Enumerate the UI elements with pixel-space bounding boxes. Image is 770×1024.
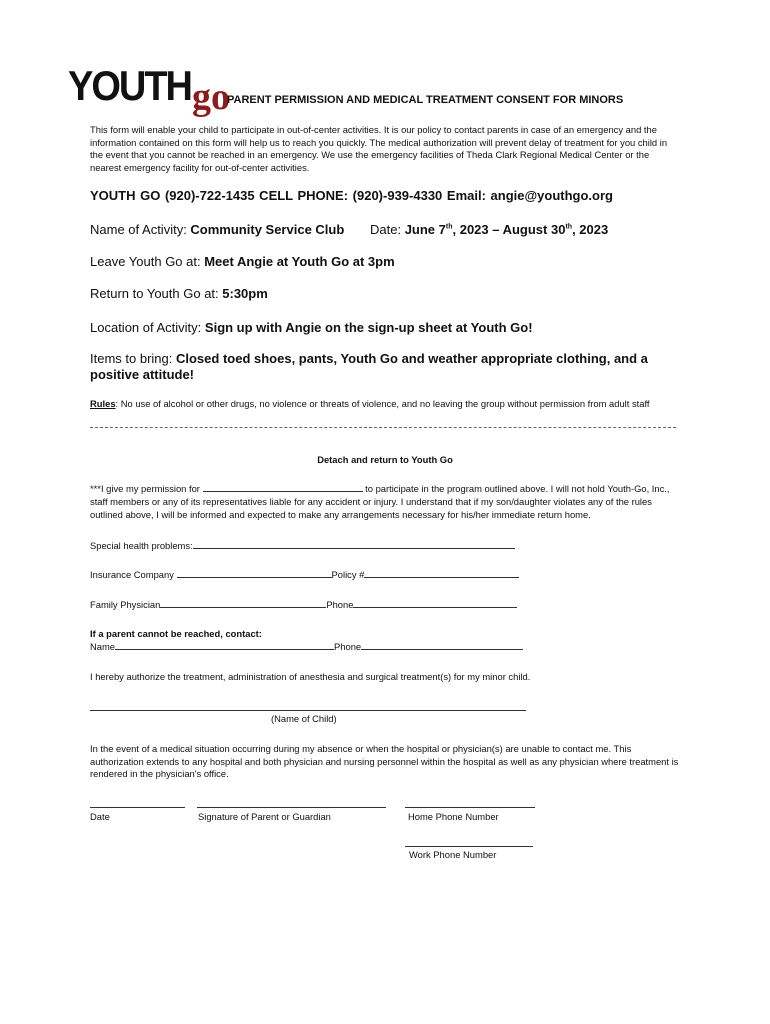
date-start-sup: th [445,223,453,231]
physician-phone-input[interactable] [353,598,517,608]
location-line [90,320,533,335]
youthgo-logo [68,63,230,118]
items-label: Items to bring: [90,351,176,366]
logo-text-youth: YOUTH [68,63,191,111]
date-signature-line[interactable] [90,807,185,808]
health-input[interactable] [193,539,515,549]
date-signature-label: Date [90,811,110,822]
child-name-blank[interactable] [203,482,363,492]
logo-text-go: go [192,76,230,118]
rules-paragraph [90,398,680,411]
return-label: Return to Youth Go at: [90,286,223,301]
intro-paragraph: This form will enable your child to participate in out-of-center activities. It is our policy to contact parents in case of an emergency and the information contained on this form will help us to reach you quickly. The medical authorization will prevent delay of treatment for you child in the event that you cannot be reached in an emergency. We use the emergency facilities of Theda Clark Regional Medical Center or the nearest emergency facility for out-of-center activities. [90,124,668,173]
physician-input[interactable] [160,598,326,608]
policy-label: Policy # [331,569,365,580]
contact-name-label: Name [90,641,116,652]
parent-signature-label: Signature of Parent or Guardian [198,811,331,822]
insurance-input[interactable] [177,568,332,578]
contact-name-input[interactable] [115,640,334,650]
form-title: PARENT PERMISSION AND MEDICAL TREATMENT CONSENT FOR MINORS [227,94,624,106]
work-phone-line[interactable] [405,846,533,847]
activity-line [90,222,344,237]
work-phone-label: Work Phone Number [409,849,497,860]
leave-value: Meet Angie at Youth Go at 3pm [204,254,395,269]
child-name-signature-line[interactable] [90,710,526,711]
leave-line [90,254,395,269]
date-start: June 7 [404,222,446,237]
physician-field [90,598,517,610]
date-line [370,222,608,237]
date-end: , 2023 [572,222,609,237]
rules-text: : No use of alcohol or other drugs, no violence or threats of violence, and no leaving the group without permission from adult staff [115,398,650,409]
insurance-field [90,568,519,580]
detach-divider [90,427,676,428]
leave-label: Leave Youth Go at: [90,254,205,269]
detach-heading: Detach and return to Youth Go [317,454,453,465]
items-value: Closed toed shoes, pants, Youth Go and weather appropriate clothing, and a positive attitude! [90,351,648,382]
return-line [90,286,268,301]
parent-signature-line[interactable] [197,807,386,808]
health-field [90,539,515,551]
physician-label: Family Physician [90,599,161,610]
items-line [90,351,660,383]
contact-phone-label: Phone [334,641,362,652]
location-label: Location of Activity: [90,320,205,335]
policy-input[interactable] [364,568,519,578]
permission-before: ***I give my permission for [90,483,203,494]
contact-line: YOUTH GO (920)-722-1435 CELL PHONE: (920)-939-4330 Email: angie@youthgo.org [90,188,613,203]
health-label: Special health problems: [90,540,193,551]
authorize-text: I hereby authorize the treatment, administration of anesthesia and surgical treatment(s) for my minor child. [90,671,531,682]
location-value: Sign up with Angie on the sign-up sheet at Youth Go! [204,320,533,335]
emergency-paragraph: In the event of a medical situation occurring during my absence or when the hospital or physician(s) are unable to contact me. This authorization extends to any hospital and both physician and nursing personnel within the hospital as well as any physician where treatment is rendered in the physician's office. [90,743,679,780]
home-phone-line[interactable] [405,807,535,808]
contact-phone-input[interactable] [361,640,523,650]
physician-phone-label: Phone [326,599,354,610]
permission-after: to participate in the program outlined above. I will not hold Youth-Go, Inc., staff members or any of its representatives liable for any accident or injury. I understand that if my son/daughter violates any of the rules outlined above, I will be informed and expected to make any arrangements necessary for his/her immediate return home. [90,483,670,521]
child-name-label: (Name of Child) [271,713,337,724]
insurance-label: Insurance Company [90,569,177,580]
rules-label: Rules [90,398,116,409]
activity-value: Community Service Club [190,222,345,237]
date-end-sup: th [565,223,573,231]
date-label: Date: [370,222,405,237]
return-value: 5:30pm [222,286,268,301]
activity-label: Name of Activity: [90,222,191,237]
emergency-contact-field [90,640,523,652]
home-phone-label: Home Phone Number [408,811,499,822]
contact-heading: If a parent cannot be reached, contact: [90,628,262,639]
permission-paragraph [90,482,680,522]
date-mid: , 2023 – August 30 [452,222,566,237]
